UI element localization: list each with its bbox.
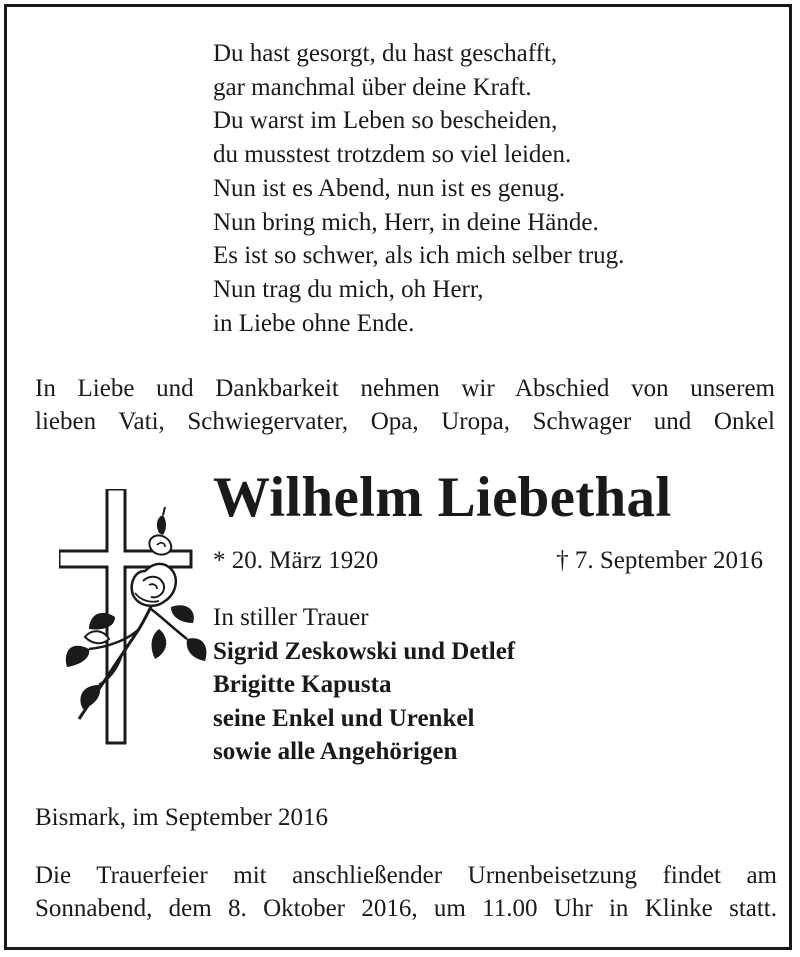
poem-line: in Liebe ohne Ende.	[213, 309, 415, 337]
funeral-line: Die Trauerfeier mit anschließender Urnenbeisetzung findet am	[35, 862, 777, 889]
cross-with-rose-icon	[59, 489, 209, 749]
funeral-line: Sonnabend, dem 8. Oktober 2016, um 11.00 Uhr in Klinke statt.	[35, 895, 777, 922]
mourners-block	[213, 601, 515, 769]
death-date: † 7. September 2016	[556, 547, 763, 574]
poem-line: Nun ist es Abend, nun ist es genug.	[213, 174, 566, 202]
intro-line: In Liebe und Dankbarkeit nehmen wir Abschied von unserem	[35, 375, 775, 402]
deceased-name: Wilhelm Liebethal	[213, 466, 672, 529]
mourning-heading: In stiller Trauer	[213, 604, 369, 631]
intro-line: lieben Vati, Schwiegervater, Opa, Uropa, Schwager und Onkel	[35, 408, 775, 435]
poem-line: Du hast gesorgt, du hast geschafft,	[213, 40, 558, 67]
mourner-name: Sigrid Zeskowski und Detlef	[213, 637, 516, 665]
mourner-name: seine Enkel und Urenkel	[213, 704, 475, 732]
poem-line: Nun bring mich, Herr, in deine Hände.	[213, 208, 599, 236]
mourner-name: sowie alle Angehörigen	[213, 738, 458, 765]
poem-line: gar manchmal über deine Kraft.	[213, 73, 532, 101]
poem-line: Du warst im Leben so bescheiden,	[213, 107, 558, 135]
farewell-intro	[35, 372, 775, 438]
place-and-date: Bismark, im September 2016	[35, 804, 329, 831]
poem-line: Nun trag du mich, oh Herr,	[213, 275, 484, 303]
obituary-notice	[4, 4, 792, 950]
funeral-info	[35, 859, 777, 925]
memorial-poem	[213, 37, 624, 340]
poem-line: Es ist so schwer, als ich mich selber trug.	[213, 242, 625, 270]
birth-date: * 20. März 1920	[213, 547, 379, 574]
poem-line: du musstest trotzdem so viel leiden.	[213, 141, 572, 169]
mourner-name: Brigitte Kapusta	[213, 671, 392, 698]
